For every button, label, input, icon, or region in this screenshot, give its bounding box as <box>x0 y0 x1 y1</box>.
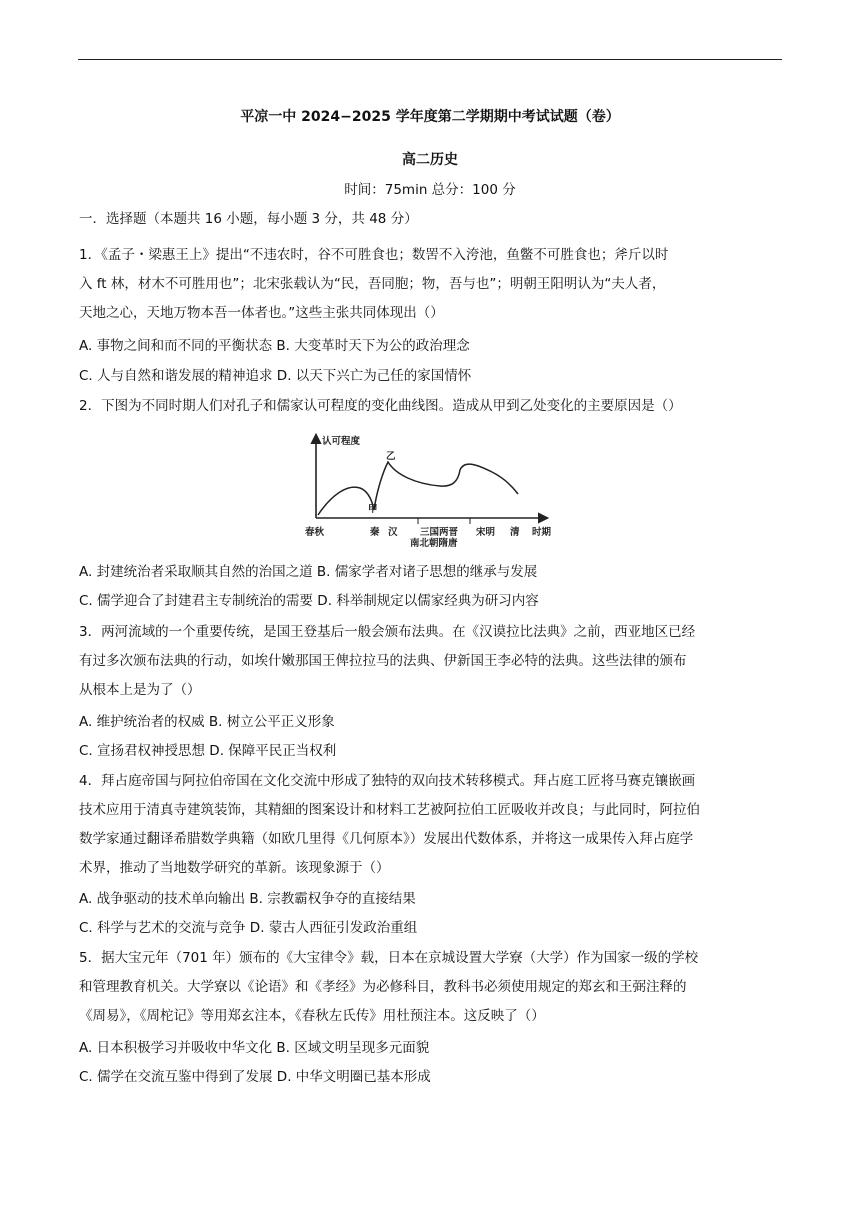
question-3-line-2: 有过多次颁布法典的行动，如埃什嫩那国王俾拉拉马的法典、伊新国王李必特的法典。这些法律的颁布 <box>79 653 687 669</box>
question-4-options-2: C. 科学与艺术的交流与竞争 D. 蒙古人西征引发政治重组 <box>79 920 418 936</box>
exam-meta: 时间：75min 总分：100 分 <box>344 182 516 198</box>
subject-title: 高二历史 <box>402 152 458 168</box>
question-3-line-1: 3．两河流域的一个重要传统，是国王登基后一般会颁布法典。在《汉谟拉比法典》之前，西亚地区已经 <box>79 624 696 640</box>
tick-label-songming: 宋明 <box>476 527 496 538</box>
annotation-jia: 甲 <box>368 504 378 515</box>
question-4-line-1: 4．拜占庭帝国与阿拉伯帝国在文化交流中形成了独特的双向技术转移模式。拜占庭工匠将马赛克镶嵌画 <box>79 773 696 789</box>
question-5-options-1: A. 日本积极学习并吸收中华文化 B. 区域文明呈现多元面貌 <box>79 1040 430 1056</box>
x-axis-label: 时期 <box>532 527 552 538</box>
question-4-options-1: A. 战争驱动的技术单向输出 B. 宗教霸权争夺的直接结果 <box>79 891 416 907</box>
question-3-options-2: C. 宣扬君权神授思想 D. 保障平民正当权利 <box>79 743 337 759</box>
question-5-line-3: 《周易》，《周柁记》等用郑玄注本，《春秋左氏传》用杜预注本。这反映了（） <box>79 1008 545 1024</box>
tick-label-qing: 清 <box>510 527 520 538</box>
question-1-line-1: 1．《孟子・梁惠王上》提出“不违农时，谷不可胜食也；数罟不入洿池，鱼鳖不可胜食也；斧斤以时 <box>79 247 669 263</box>
y-axis-label: 认可程度 <box>322 436 361 447</box>
question-3-line-3: 从根本上是为了（） <box>79 682 201 698</box>
chart-svg <box>300 432 560 552</box>
question-2-options-2: C. 儒学迎合了封建君主专制统治的需要 D. 科举制规定以儒家经典为研习内容 <box>79 593 539 609</box>
section-heading: 一．选择题（本题共 16 小题，每小题 3 分，共 48 分） <box>79 211 418 227</box>
question-4-line-4: 术界，推动了当地数学研究的革新。该现象源于（） <box>79 860 390 876</box>
question-1-line-3: 天地之心，天地万物本吾一体者也。”这些主张共同体现出（） <box>79 305 444 321</box>
question-2-options-1: A. 封建统治者采取顺其自然的治国之道 B. 儒家学者对诸子思想的继承与发展 <box>79 564 538 580</box>
question-3-options-1: A. 维护统治者的权威 B. 树立公平正义形象 <box>79 714 335 730</box>
tick-label-han: 汉 <box>388 527 398 538</box>
question-1-options-2: C. 人与自然和谐发展的精神追求 D. 以天下兴亡为己任的家国情怀 <box>79 368 472 384</box>
tick-label-nanbeichao: 南北朝隋唐 <box>410 538 458 549</box>
tick-label-sanguo: 三国两晋 <box>420 527 459 538</box>
approval-curve-chart <box>300 432 560 552</box>
approval-curve <box>318 462 518 515</box>
question-1-line-2: 入 ft 林，材木不可胜用也”；北宋张载认为“民，吾同胞；物，吾与也”；明朝王阳明认为“夫人者， <box>79 276 666 292</box>
tick-label-chunqiu: 春秋 <box>305 527 325 538</box>
exam-title: 平凉一中 2024−2025 学年度第二学期期中考试试题（卷） <box>240 109 620 125</box>
question-4-line-2: 技术应用于清真寺建筑装饰，其精細的图案设计和材料工艺被阿拉伯工匠吸收并改良；与此同时，阿拉伯 <box>79 802 700 818</box>
question-5-options-2: C. 儒学在交流互鉴中得到了发展 D. 中华文明圈已基本形成 <box>79 1069 431 1085</box>
question-1-options-1: A. 事物之间和而不同的平衡状态 B. 大变革时天下为公的政治理念 <box>79 338 470 354</box>
tick-label-qin: 秦 <box>370 527 380 538</box>
annotation-yi: 乙 <box>386 451 396 462</box>
question-5-line-1: 5．据大宝元年（701 年）颁布的《大宝律令》载，日本在京城设置大学寮（大学）作为国家一级的学校 <box>79 950 699 966</box>
top-rule <box>78 59 782 60</box>
question-5-line-2: 和管理教育机关。大学寮以《论语》和《孝经》为必修科目，教科书必须使用规定的郑玄和王弼注释的 <box>79 979 687 995</box>
question-2-line-1: 2．下图为不同时期人们对孔子和儒家认可程度的变化曲线图。造成从甲到乙处变化的主要原因是（） <box>79 398 682 414</box>
question-4-line-3: 数学家通过翻译希腊数学典籍（如欧几里得《几何原本》）发展出代数体系，并将这一成果传入拜占庭学 <box>79 831 694 847</box>
